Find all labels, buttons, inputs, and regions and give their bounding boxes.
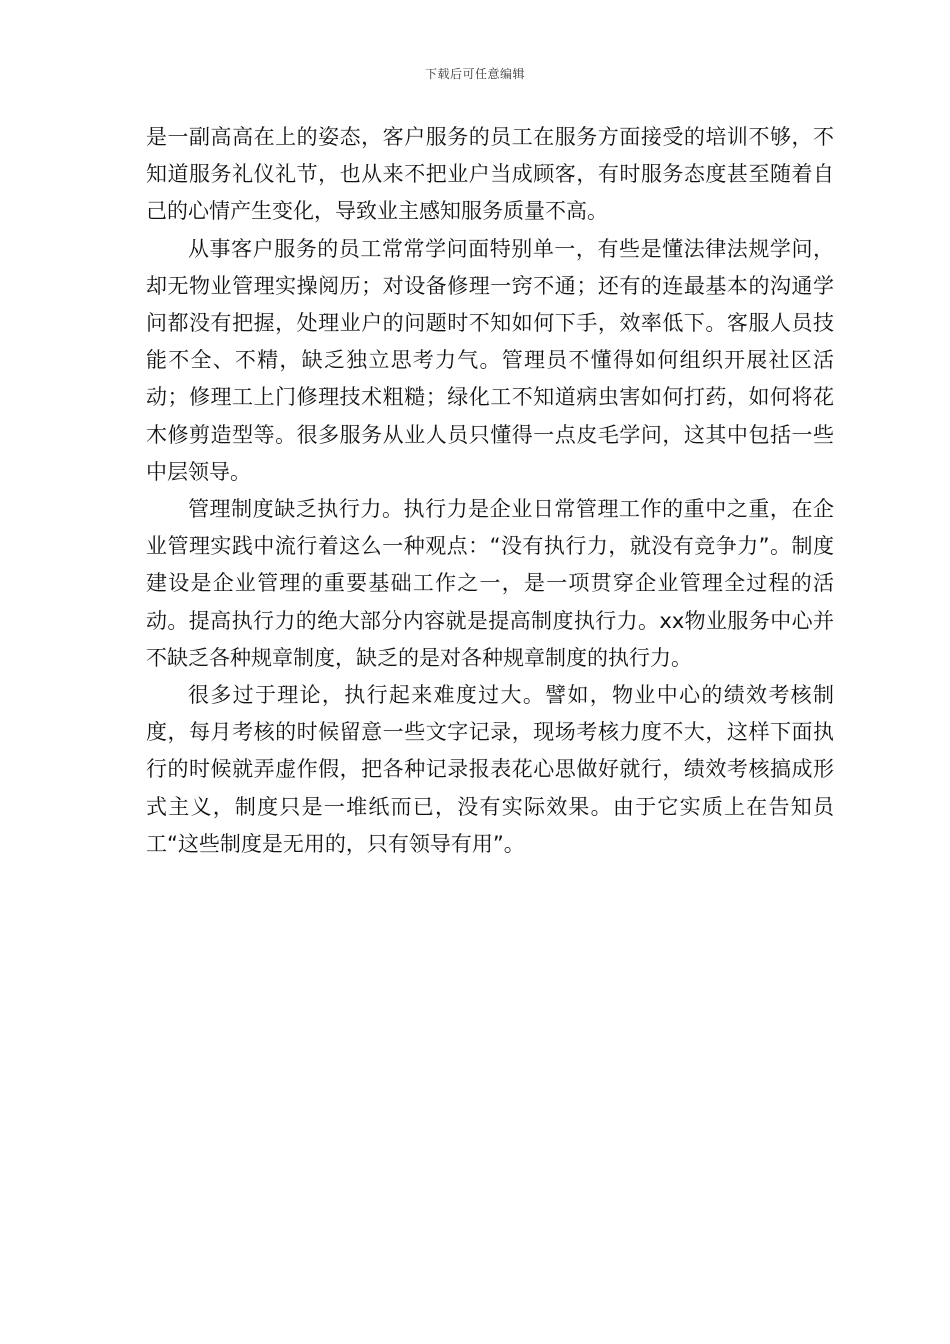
page-header: 下载后可任意编辑 <box>424 67 525 81</box>
paragraph-2: 从事客户服务的员工常常学问面特别单一，有些是懂法律法规学问，却无物业管理实操阅历；对设备修理一窍不通；还有的连最基本的沟通学问都没有把握，处理业户的问题时不知如何下手，效率低下。客服人员技能不全、不精，缺乏独立思考力气。管理员不懂得如何组织开展社区活动；修理工上门修理技术粗糙；绿化工不知道病虫害如何打药，如何将花木修剪造型等。很多服务从业人员只懂得一点皮毛学问，这其中包括一些中层领导。 <box>146 236 834 484</box>
document-body <box>146 119 834 863</box>
paragraph-4: 很多过于理论，执行起来难度过大。譬如，物业中心的绩效考核制度，每月考核的时候留意一些文字记录，现场考核力度不大，这样下面执行的时候就弄虚作假，把各种记录报表花心思做好就行，绩效考核搞成形式主义，制度只是一堆纸而已，没有实际效果。由于它实质上在告知员工“这些制度是无用的，只有领导有用”。 <box>146 683 834 856</box>
paragraph-3: 管理制度缺乏执行力。执行力是企业日常管理工作的重中之重，在企业管理实践中流行着这么一种观点：“没有执行力，就没有竞争力”。制度建设是企业管理的重要基础工作之一，是一项贯穿企业管理全过程的活动。提高执行力的绝大部分内容就是提高制度执行力。xx物业服务中心并不缺乏各种规章制度，缺乏的是对各种规章制度的执行力。 <box>146 497 834 670</box>
paragraph-1: 是一副高高在上的姿态，客户服务的员工在服务方面接受的培训不够，不知道服务礼仪礼节，也从来不把业户当成顾客，有时服务态度甚至随着自己的心情产生变化，导致业主感知服务质量不高。 <box>146 125 834 224</box>
